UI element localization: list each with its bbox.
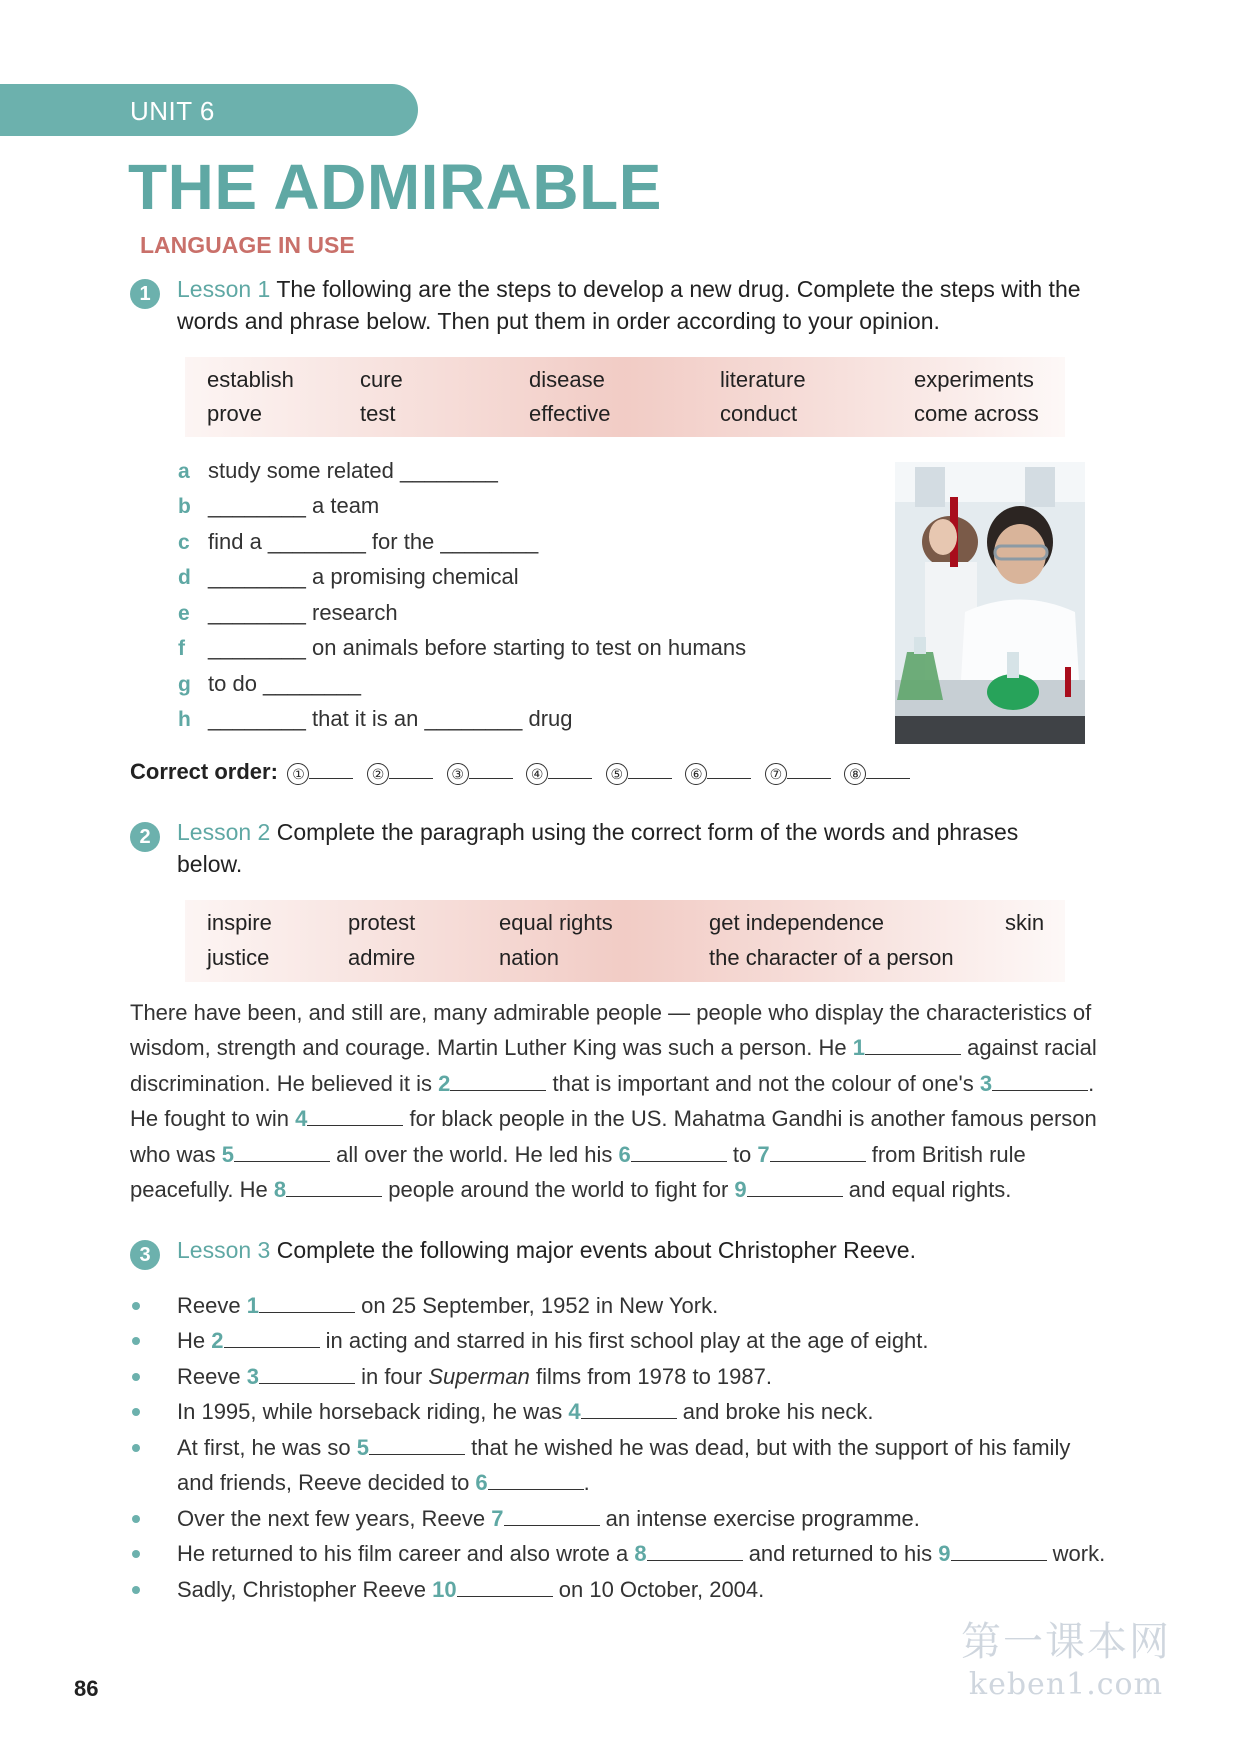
event-text: on 10 October, 2004. xyxy=(552,1577,765,1602)
event-text: on 25 September, 1952 in New York. xyxy=(354,1293,719,1318)
blank-number: 4 xyxy=(568,1399,581,1424)
event-blank-3[interactable] xyxy=(259,1363,355,1384)
exercise-badge-2: 2 xyxy=(130,822,160,852)
event-item xyxy=(177,1501,920,1536)
answer-blank-8[interactable] xyxy=(286,1176,382,1197)
event-text: . xyxy=(583,1470,590,1495)
event-text: work. xyxy=(1046,1541,1106,1566)
paragraph-text: all over the world. He led his xyxy=(329,1141,619,1167)
word-option: establish xyxy=(207,367,294,392)
answer-blank-5[interactable] xyxy=(234,1141,330,1162)
instruction-line: The following are the steps to develop a new drug. Complete the steps with the xyxy=(276,276,1081,302)
item-letter: e xyxy=(178,602,190,625)
lesson-label: Lesson 3 xyxy=(177,1237,271,1263)
instruction-line: Complete the following major events about Christopher Reeve. xyxy=(276,1237,916,1263)
exercise3-instruction xyxy=(177,1234,1137,1266)
item-letter: c xyxy=(178,531,190,554)
blank-number: 2 xyxy=(211,1328,224,1353)
answer-blank-3[interactable] xyxy=(992,1070,1088,1091)
event-text: and broke his neck. xyxy=(676,1399,874,1424)
word-option: experiments xyxy=(914,367,1034,392)
item-text: ________ a promising chemical xyxy=(208,564,519,589)
blank-number: 10 xyxy=(432,1577,457,1602)
blank-number: 2 xyxy=(438,1070,451,1096)
item-text: ________ research xyxy=(208,600,398,625)
item-text: ________ a team xyxy=(208,493,380,518)
lab-scene-illustration xyxy=(895,462,1085,744)
item-letter: h xyxy=(178,708,191,731)
blank-number: 1 xyxy=(852,1035,865,1061)
film-title: Superman xyxy=(428,1364,530,1389)
answer-blank-2[interactable] xyxy=(450,1070,546,1091)
paragraph-text: to xyxy=(726,1141,758,1167)
event-text: in four xyxy=(354,1364,429,1389)
word-option: justice xyxy=(207,945,270,970)
event-item xyxy=(177,1536,1105,1571)
correct-order-line xyxy=(130,759,914,785)
blank-number: 3 xyxy=(979,1070,993,1096)
bullet-icon xyxy=(132,1586,140,1594)
event-item xyxy=(177,1288,718,1323)
word-option: equal rights xyxy=(499,910,613,935)
order-mark: ③ xyxy=(447,763,469,785)
bullet-icon xyxy=(132,1373,140,1381)
event-text: in acting and starred in his first school play at the age of eight. xyxy=(319,1328,929,1353)
exercise-badge-1: 1 xyxy=(130,279,160,309)
exercise1-instruction xyxy=(177,273,1137,337)
event-item xyxy=(177,1359,772,1394)
event-blank-1[interactable] xyxy=(259,1292,355,1313)
event-item xyxy=(177,1572,764,1607)
event-text: Sadly, Christopher Reeve xyxy=(177,1577,433,1602)
lesson-label: Lesson 1 xyxy=(177,276,271,302)
word-box-1 xyxy=(185,357,1065,437)
bullet-icon xyxy=(132,1302,140,1310)
page-title: THE ADMIRABLE xyxy=(128,151,662,223)
order-mark: ⑧ xyxy=(844,763,866,785)
item-text: ________ on animals before starting to test on humans xyxy=(208,635,747,660)
order-blank-2[interactable] xyxy=(389,760,433,779)
blank-number: 1 xyxy=(246,1293,259,1318)
event-text: He xyxy=(177,1328,212,1353)
event-item xyxy=(177,1323,929,1358)
answer-blank-9[interactable] xyxy=(747,1176,843,1197)
word-option: inspire xyxy=(207,910,272,935)
word-option: get independence xyxy=(709,910,884,935)
paragraph-text: that is important and not the colour of one's xyxy=(546,1070,980,1096)
event-item xyxy=(177,1394,874,1429)
blank-number: 5 xyxy=(356,1435,369,1460)
order-mark: ④ xyxy=(526,763,548,785)
paragraph-text: . He fought to win xyxy=(130,1070,1095,1132)
item-text: ________ that it is an ________ drug xyxy=(208,706,573,731)
order-blank-3[interactable] xyxy=(469,760,513,779)
page-number: 86 xyxy=(74,1676,99,1701)
watermark-line: keben1.com xyxy=(968,1667,1164,1702)
word-option: effective xyxy=(529,401,611,426)
event-text: At first, he was so xyxy=(177,1435,357,1460)
word-box-2 xyxy=(185,900,1065,982)
event-blank-2[interactable] xyxy=(224,1327,320,1348)
word-option: come across xyxy=(914,401,1039,426)
blank-number: 7 xyxy=(757,1141,770,1167)
order-blank-5[interactable] xyxy=(628,760,672,779)
blank-number: 3 xyxy=(246,1364,259,1389)
event-text: In 1995, while horseback riding, he was xyxy=(177,1399,569,1424)
order-mark: ⑦ xyxy=(765,763,787,785)
blank-number: 6 xyxy=(475,1470,488,1495)
event-text: Reeve xyxy=(177,1293,247,1318)
paragraph-text: and equal rights. xyxy=(842,1177,1012,1203)
order-blank-4[interactable] xyxy=(548,760,592,779)
event-blank-8[interactable] xyxy=(647,1540,743,1561)
word-option: disease xyxy=(529,367,605,392)
blank-number: 9 xyxy=(734,1177,747,1203)
order-blank-1[interactable] xyxy=(309,760,353,779)
answer-blank-6[interactable] xyxy=(631,1141,727,1162)
item-letter: d xyxy=(178,566,191,589)
exercise-badge-3: 3 xyxy=(130,1240,160,1270)
word-option: protest xyxy=(348,910,416,935)
instruction-line: words and phrase below. Then put them in order according to your opinion. xyxy=(177,308,940,334)
paragraph-text: people around the world to fight for xyxy=(382,1177,735,1203)
item-letter: g xyxy=(178,673,191,696)
word-option: prove xyxy=(207,401,263,426)
word-option: conduct xyxy=(720,401,798,426)
item-text: study some related ________ xyxy=(208,458,498,483)
blank-number: 9 xyxy=(938,1541,951,1566)
bullet-icon xyxy=(132,1408,140,1416)
answer-blank-7[interactable] xyxy=(770,1141,866,1162)
word-option: test xyxy=(360,401,396,426)
item-text: find a ________ for the ________ xyxy=(208,529,539,554)
blank-number: 7 xyxy=(491,1506,504,1531)
event-text: films from 1978 to 1987. xyxy=(529,1364,772,1389)
blank-number: 4 xyxy=(295,1106,308,1132)
event-blank-10[interactable] xyxy=(457,1576,553,1597)
section-subtitle: LANGUAGE IN USE xyxy=(140,232,355,258)
event-text: that he wished he was dead, but with the support of his family xyxy=(464,1435,1071,1460)
answer-blank-4[interactable] xyxy=(307,1105,403,1126)
exercise2-paragraph xyxy=(130,995,1110,1207)
item-letter: a xyxy=(178,460,190,483)
blank-number: 8 xyxy=(634,1541,647,1566)
lesson-label: Lesson 2 xyxy=(177,819,271,845)
unit-tab xyxy=(0,84,418,136)
exercise2-instruction xyxy=(177,816,1137,880)
event-blank-6[interactable] xyxy=(488,1469,584,1490)
event-text: and friends, Reeve decided to xyxy=(177,1470,476,1495)
watermark-line: 第一课本网 xyxy=(961,1619,1171,1665)
order-mark: ⑤ xyxy=(606,763,628,785)
paragraph-text: for black people in the US. Mahatma Gandhi is another famous person who was xyxy=(130,1106,1097,1167)
event-blank-5[interactable] xyxy=(369,1434,465,1455)
watermark xyxy=(961,1610,1171,1702)
paragraph-text: There have been, and still are, many admirable people — people who display the characteristics of wisdom, strength and courage. Martin Luther King was such a person. He xyxy=(130,1000,1092,1061)
blank-number: 6 xyxy=(618,1141,631,1167)
bullet-icon xyxy=(132,1444,140,1452)
event-item xyxy=(177,1430,1107,1500)
event-blank-9[interactable] xyxy=(951,1540,1047,1561)
item-letter: b xyxy=(178,495,191,518)
blank-number: 5 xyxy=(221,1141,234,1167)
event-blank-4[interactable] xyxy=(581,1398,677,1419)
instruction-line: Complete the paragraph using the correct form of the words and phrases xyxy=(276,819,1019,845)
event-text: an intense exercise programme. xyxy=(599,1506,920,1531)
event-text: and returned to his xyxy=(742,1541,939,1566)
event-text: He returned to his film career and also wrote a xyxy=(177,1541,635,1566)
word-option: cure xyxy=(360,367,403,392)
item-text: to do ________ xyxy=(208,671,361,696)
order-mark: ① xyxy=(287,763,309,785)
correct-order-label: Correct order: xyxy=(130,759,278,784)
event-blank-7[interactable] xyxy=(504,1505,600,1526)
item-letter: f xyxy=(178,637,185,660)
order-blank-7[interactable] xyxy=(787,760,831,779)
paragraph-text: from British rule peacefully. He xyxy=(130,1141,1026,1203)
order-mark: ② xyxy=(367,763,389,785)
word-option: admire xyxy=(348,945,416,970)
scientist-photo-icon xyxy=(895,462,1085,744)
bullet-icon xyxy=(132,1515,140,1523)
answer-blank-1[interactable] xyxy=(865,1034,961,1055)
order-mark: ⑥ xyxy=(685,763,707,785)
instruction-line: below. xyxy=(177,851,243,877)
word-option: nation xyxy=(499,945,559,970)
word-option: skin xyxy=(1005,910,1045,935)
blank-number: 8 xyxy=(273,1177,287,1203)
bullet-icon xyxy=(132,1337,140,1345)
unit-label: UNIT 6 xyxy=(130,96,215,126)
paragraph-text: against racial discrimination. He believed it is xyxy=(130,1035,1097,1096)
word-option: literature xyxy=(720,367,806,392)
bullet-icon xyxy=(132,1550,140,1558)
order-blank-6[interactable] xyxy=(707,760,751,779)
order-blank-8[interactable] xyxy=(866,760,910,779)
event-text: Reeve xyxy=(177,1364,247,1389)
event-text: Over the next few years, Reeve xyxy=(177,1506,492,1531)
word-option: the character of a person xyxy=(709,945,954,970)
